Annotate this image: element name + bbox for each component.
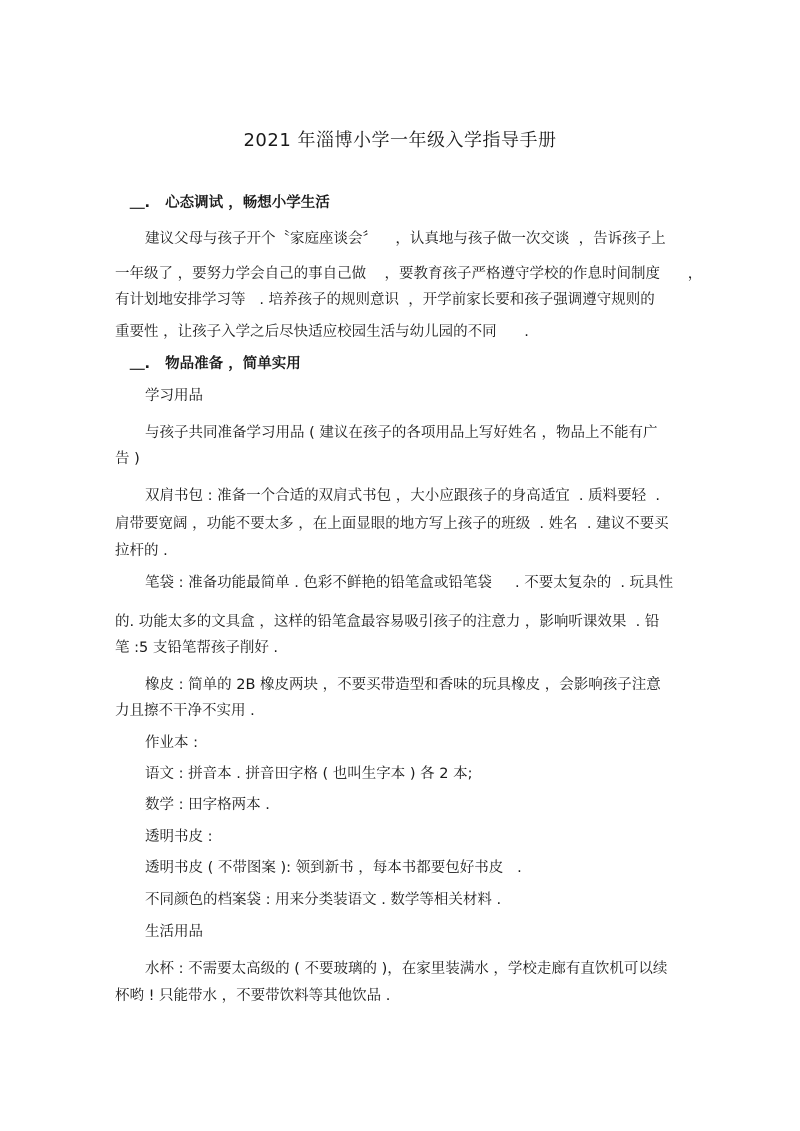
paragraph-line: 水杯 : 不需要太高级的 ( 不要玻璃的 )，在家里装满水 ，学校走廊有直饮机可以续 xyxy=(145,961,668,977)
paragraph-line: 有计划地安排学习等 . 培养孩子的规则意识 ，开学前家长要和孩子强调遵守规则的 xyxy=(115,292,655,308)
paragraph-line: 告 ) xyxy=(115,451,140,467)
paragraph-line: 拉杆的 . xyxy=(115,543,168,559)
section-heading-2: ＿. 物品准备 ，简单实用 xyxy=(130,356,301,372)
subheading: 生活用品 xyxy=(145,924,203,940)
paragraph-line: 建议父母与孩子开个〝家庭座谈会〞 ，认真地与孩子做一次交谈 ，告诉孩子上 xyxy=(145,231,666,247)
paragraph-line: 笔 :5 支铅笔帮孩子削好 . xyxy=(115,640,279,656)
document-title: 2021 年淄博小学一年级入学指导手册 xyxy=(243,130,557,151)
paragraph-line: 的. 功能太多的文具盒 ，这样的铅笔盒最容易吸引孩子的注意力 ，影响听课效果 . 铅 xyxy=(115,614,660,630)
section-heading-1: ＿. 心态调试 ，畅想小学生活 xyxy=(130,195,330,211)
paragraph-line: 橡皮 : 简单的 2B 橡皮两块 ，不要买带造型和香味的玩具橡皮 ，会影响孩子注意 xyxy=(145,677,661,693)
subheading: 作业本 : xyxy=(145,735,198,751)
paragraph-line: 一年级了 ，要努力学会自己的事自己做 ，要教育孩子严格遵守学校的作息时间制度 ， xyxy=(115,266,703,282)
paragraph-line: 透明书皮 ( 不带图案 ): 领到新书 ，每本书都要包好书皮 . xyxy=(145,860,522,876)
paragraph-line: 杯哟 ! 只能带水 ，不要带饮料等其他饮品 . xyxy=(115,988,391,1004)
subheading: 学习用品 xyxy=(145,388,203,404)
paragraph-line: 与孩子共同准备学习用品 ( 建议在孩子的各项用品上写好姓名 ，物品上不能有广 xyxy=(145,425,658,441)
paragraph-line: 双肩书包 : 准备一个合适的双肩式书包 ，大小应跟孩子的身高适宜 . 质料要轻 . xyxy=(145,488,660,504)
paragraph-line: 力且擦不干净不实用 . xyxy=(115,703,255,719)
subheading: 透明书皮 : xyxy=(145,829,213,845)
paragraph-line: 不同颜色的档案袋 : 用来分类装语文 . 数学等相关材料 . xyxy=(145,892,502,908)
paragraph-line: 语文 : 拼音本 . 拼音田字格 ( 也叫生字本 ) 各 2 本; xyxy=(145,766,473,782)
paragraph-line: 数学 : 田字格两本 . xyxy=(145,797,270,813)
paragraph-line: 笔袋 : 准备功能最简单 . 色彩不鲜艳的铅笔盒或铅笔袋 . 不要太复杂的 . 玩具性 xyxy=(145,575,674,591)
paragraph-line: 重要性 ，让孩子入学之后尽快适应校园生活与幼儿园的不同 . xyxy=(115,324,529,340)
paragraph-line: 肩带要宽阔 ，功能不要太多 ，在上面显眼的地方写上孩子的班级 . 姓名 . 建议不要买 xyxy=(115,516,669,532)
